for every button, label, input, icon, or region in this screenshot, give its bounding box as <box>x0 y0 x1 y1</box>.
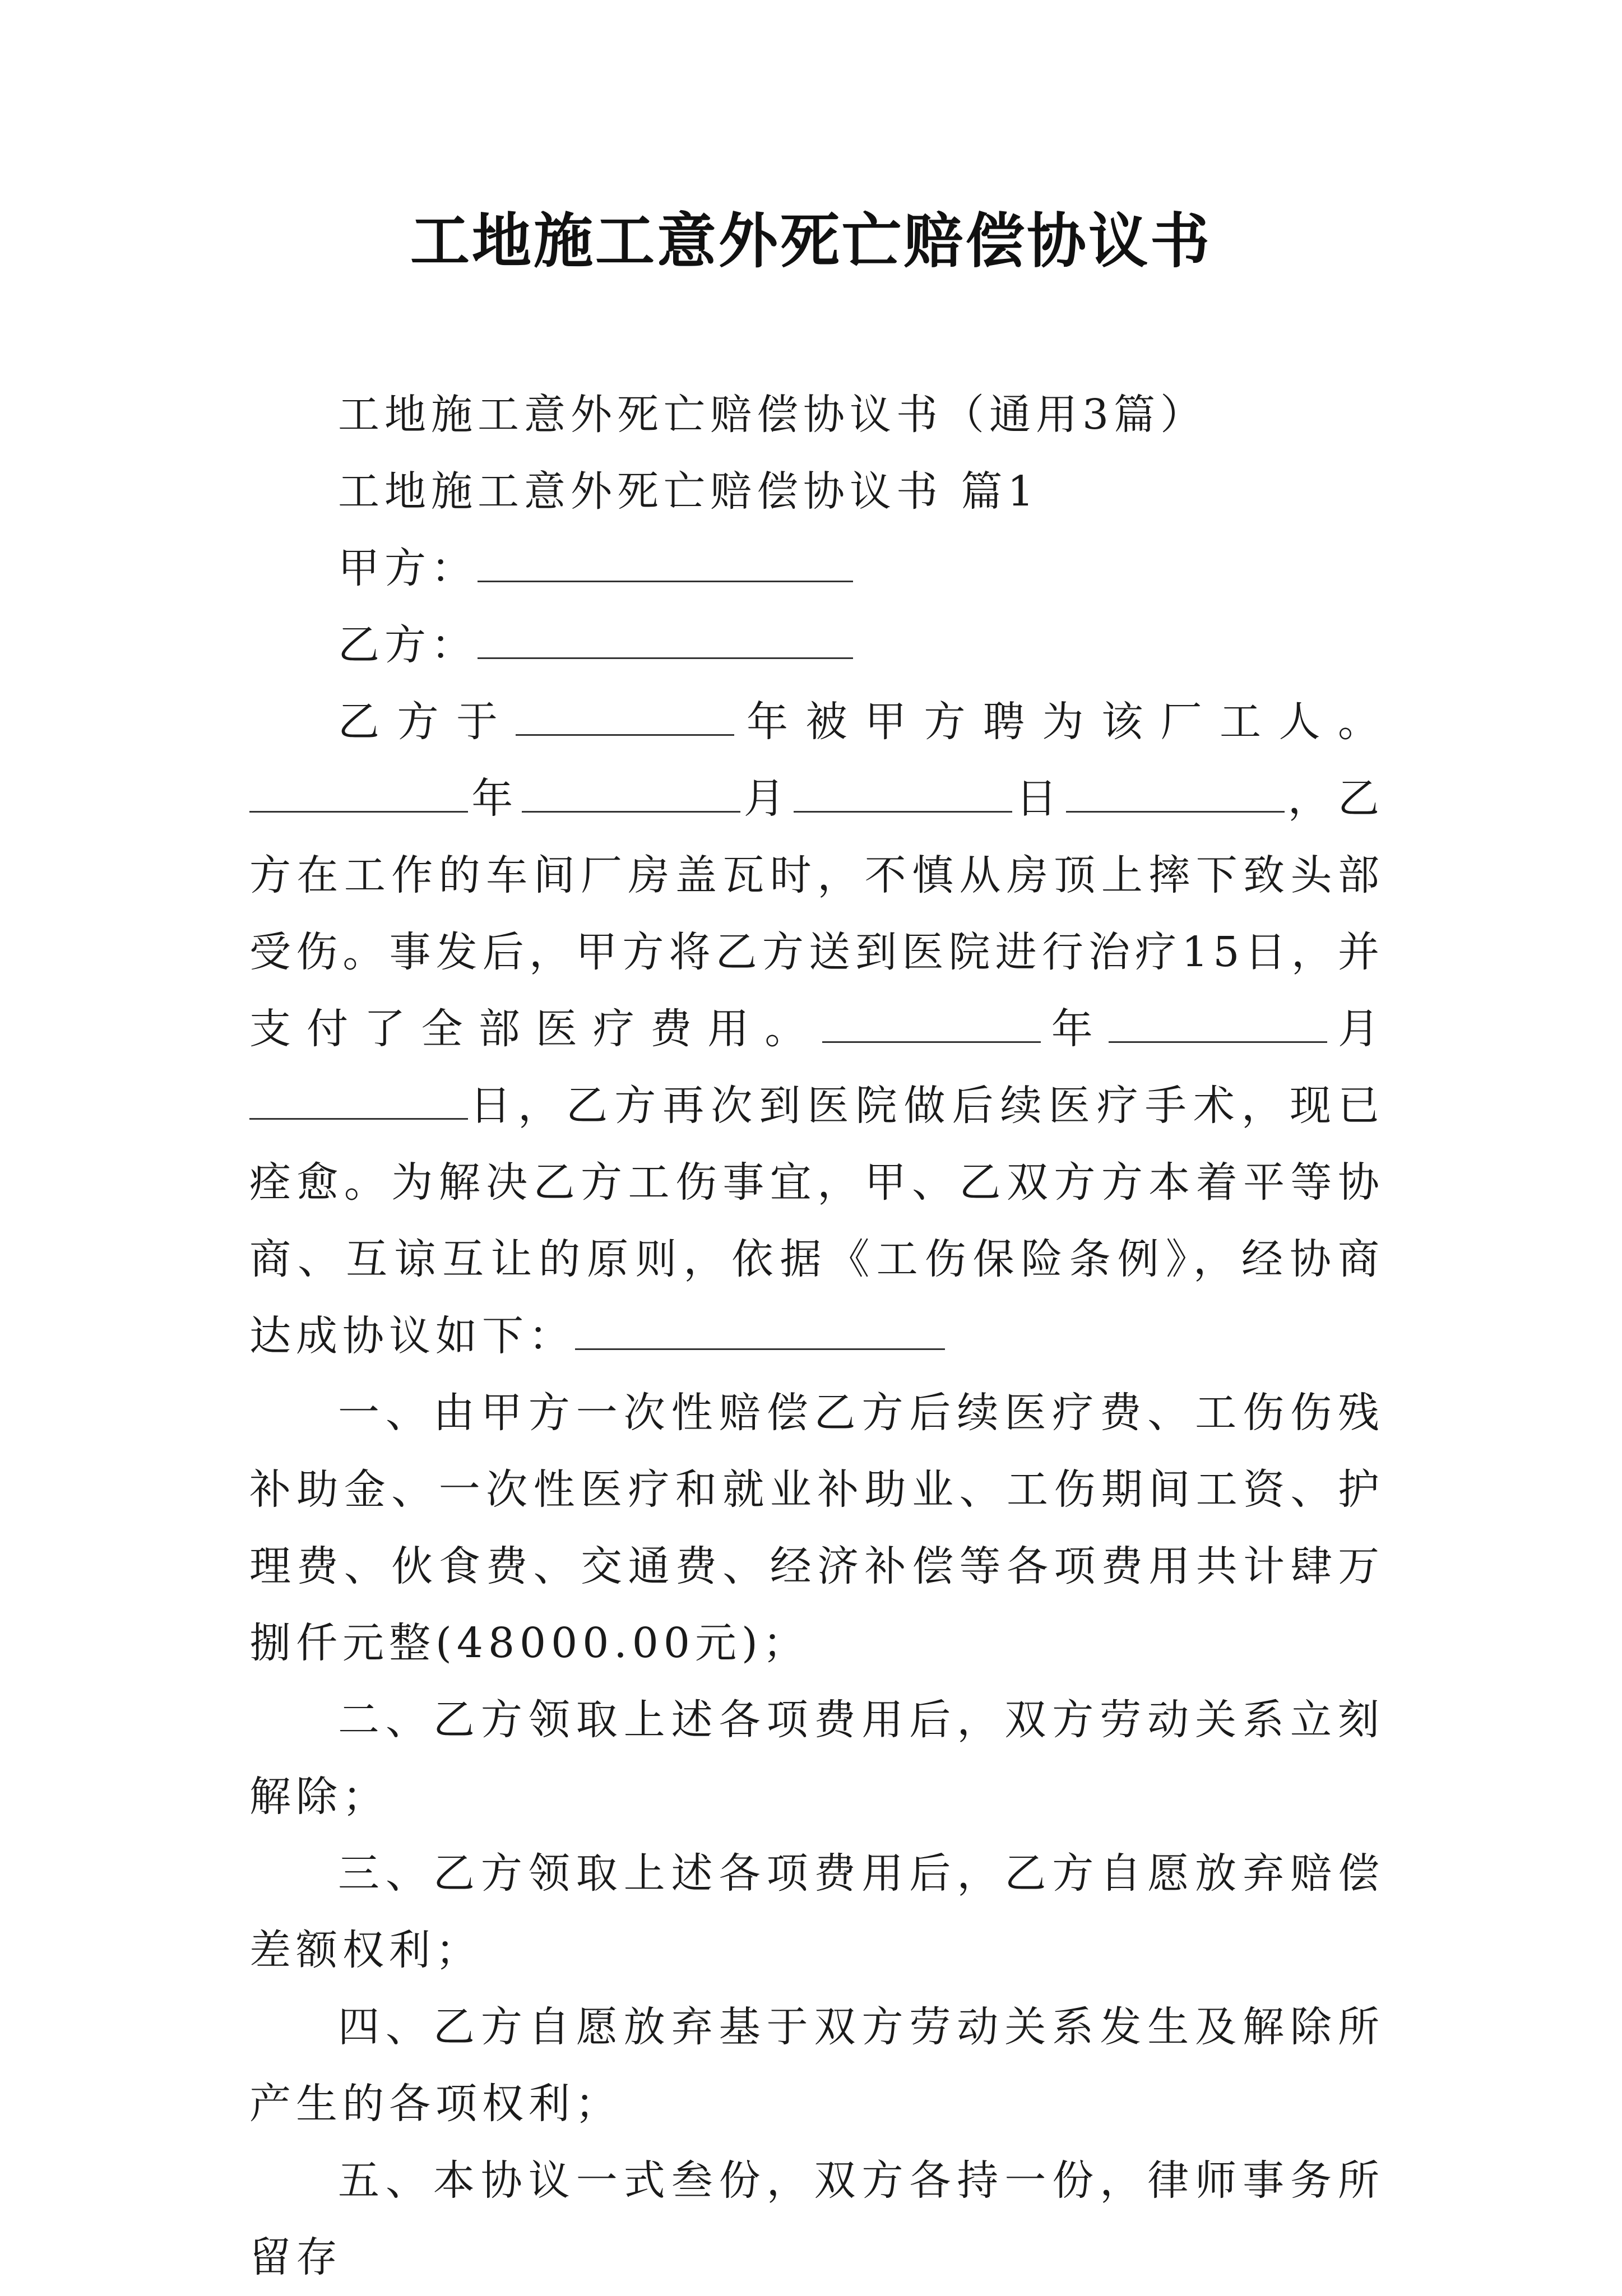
subtitle: 工地施工意外死亡赔偿协议书（通用3篇） <box>338 391 1207 439</box>
extra-blank <box>1066 776 1285 813</box>
party-b-label: 乙方： <box>338 621 478 669</box>
party-b-blank <box>478 623 853 659</box>
date-year-blank <box>249 776 468 813</box>
clause-1: 一、由甲方一次性赔偿乙方后续医疗费、工伤伤残补助金、一次性医疗和就业补助业、工伤期间工资、护理费、伙食费、交通费、经济补偿等各项费用共计肆万捌仟元整(48000.00元)； <box>249 1389 1384 1667</box>
intro-text: 年 <box>1040 1005 1109 1053</box>
intro-text: 月 <box>740 774 794 823</box>
year-blank <box>516 699 734 736</box>
document-body <box>249 377 1384 2296</box>
agreement-blank <box>575 1314 945 1350</box>
intro-text: 日，乙方再次到医院做后续医疗手术，现已痊愈。为解决乙方工伤事宜，甲、乙双方方本着平等协商、互谅互让的原则，依据《工伤保险条例》，经协商达成协议如下： <box>249 1082 1384 1360</box>
intro-text: 月 <box>1327 1005 1385 1053</box>
party-a-blank <box>478 546 853 582</box>
party-a-label: 甲方： <box>338 544 478 592</box>
intro-text: 年被甲方聘为该厂工人。 <box>734 698 1384 746</box>
intro-text: 年 <box>468 774 522 823</box>
document-title: 工地施工意外死亡赔偿协议书 <box>410 206 1212 276</box>
clause-5: 五、本协议一式叁份，双方各持一份，律师事务所留存 <box>249 2156 1384 2281</box>
date-month-blank <box>1109 1006 1327 1043</box>
date-day-blank <box>794 776 1012 813</box>
intro-text: ，乙方在工作的车间厂房盖瓦时，不慎从房顶上摔下致头部受伤。事发后，甲方将乙方送到医院进行治疗15日，并支付了全部医疗费用。 <box>249 774 1384 1053</box>
date-year-blank <box>822 1006 1041 1043</box>
date-month-blank <box>522 776 740 813</box>
intro-paragraph <box>249 684 1384 1375</box>
party-a-line <box>249 530 1384 607</box>
date-day-blank <box>249 1083 468 1120</box>
intro-text: 日 <box>1012 774 1066 823</box>
party-b-line <box>249 607 1384 684</box>
clause-3: 三、乙方领取上述各项费用后，乙方自愿放弃赔偿差额权利； <box>249 1849 1384 1974</box>
intro-text: 乙方于 <box>338 698 516 746</box>
clause-2: 二、乙方领取上述各项费用后，双方劳动关系立刻解除； <box>249 1696 1384 1821</box>
clause-4: 四、乙方自愿放弃基于双方劳动关系发生及解除所产生的各项权利； <box>249 2003 1384 2128</box>
section-heading: 工地施工意外死亡赔偿协议书 篇1 <box>338 467 1039 516</box>
